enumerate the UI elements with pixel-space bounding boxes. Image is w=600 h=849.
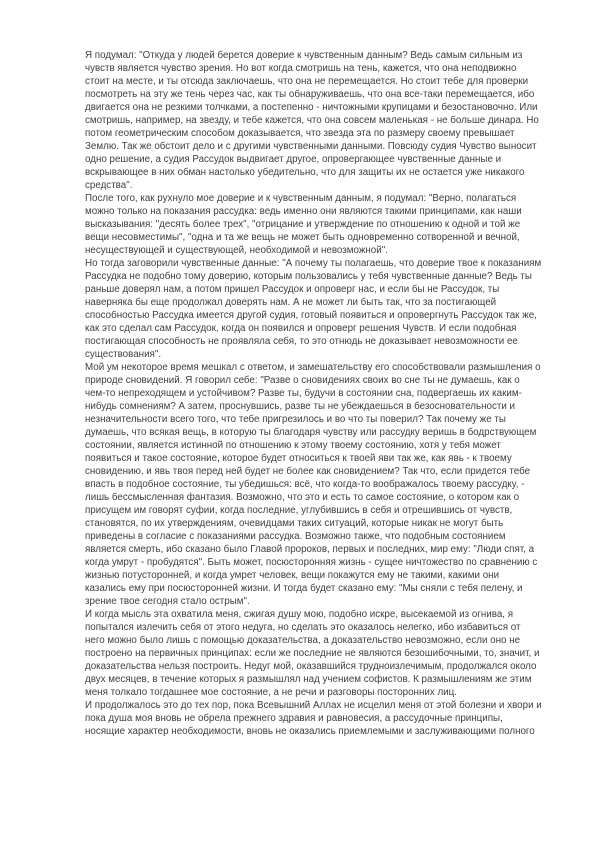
document-text <box>85 49 542 738</box>
paragraph-1: Я подумал: "Откуда у людей берется доверие к чувственным данным? Ведь самым сильным из чувств является чувство зрения. Но вот когда смотришь на тень, кажется, что она неподвижно стоит на месте, и ты отсюда заключаешь, что она не перемещается. Но стоит тебе для проверки посмотреть на эту же тень через час, как ты обнаруживаешь, что она все-таки перемещается, ибо двигается она не резкими толчками, а постепенно - ничтожными крупицами и безостановочно. Или смотришь, например, на звезду, и тебе кажется, что она совсем маленькая - не больше динара. Но потом геометрическим способом доказывается, что звезда эта по размеру своему превышает Землю. Так же обстоит дело и с другими чувственными данными. Повсюду судия Чувство выносит одно решение, а судия Рассудок выдвигает другое, опровергающее чувственные данные и вскрывающее в них обман настолько убедительно, что для защиты их не остается уже никакого средства". <box>85 50 539 191</box>
paragraph-4: Мой ум некоторое время мешкал с ответом, и замешательству его способствовали размышления о природе сновидений. Я говорил себе: "Разве о сновидениях своих во сне ты не думаешь, как о чем-то непреходящем и устойчивом? Разве ты, будучи в состоянии сна, подвергаешь их каким-нибудь сомнениям? А затем, проснувшись, разве ты не убеждаешься в безосновательности и незначительности всего того, что тебе пригрезилось и во что ты поверил? Так почему же ты думаешь, что всякая вещь, в которую ты благодаря чувству или рассудку веришь в бодрствующем состоянии, является истинной по отношению к этому твоему состоянию, хотя у тебя может появиться и такое состояние, которое будет относиться к твоей яви так же, как явь - к твоему сновидению, и явь твоя перед ней будет не более как сновидением? Так что, если придется тебе впасть в подобное состояние, ты убедишься: всё, что когда-то воображалось твоему рассудку, - лишь бессмысленная фантазия. Возможно, что это и есть то самое состояние, о котором как о присущем им говорят суфии, когда последние, углубившись в себя и отрешившись от чувств, становятся, по их утверждениям, очевидцами таких ситуаций, которые никак не могут быть приведены в согласие с показаниями рассудка. Возможно также, что подобным состоянием является смерть, ибо сказано было Главой пророков, первых и последних, мир ему: "Люди спят, а когда умрут - пробудятся". Быть может, посюсторонняя жизнь - сущее ничтожество по сравнению с жизнью потусторонней, и когда умрет человек, вещи покажутся ему не такими, какими они казались ему при посюсторонней жизни. И тогда будет сказано ему: "Мы сняли с тебя пелену, и зрение твое сегодня стало острым". <box>85 362 541 607</box>
paragraph-6: И продолжалось это до тех пор, пока Всевышний Аллах не исцелил меня от этой болезни и хвори и пока душа моя вновь не обрела прежнего здравия и равновесия, а рассудочные принципы, носящие характер необходимости, вновь не оказались приемлемыми и заслуживающими полного <box>85 700 542 737</box>
paragraph-3: Но тогда заговорили чувственные данные: "А почему ты полагаешь, что доверие твое к показаниям Рассудка не подобно тому доверию, которым пользовались у тебя чувственные данные? Ведь ты раньше доверял нам, а потом пришел Рассудок и опроверг нас, и если бы не Рассудок, ты наверняка бы еще продолжал доверять нам. А не может ли быть так, что за постигающей способностью Рассудка имеется другой судия, готовый появиться и опровергнуть Рассудок так же, как это сделал сам Рассудок, когда он появился и опроверг решения Чувств. И если подобная постигающая способность не проявляла себя, то это отнюдь не доказывает невозможности ее существования". <box>85 258 542 360</box>
paragraph-5: И когда мысль эта охватила меня, сжигая душу мою, подобно искре, высекаемой из огнива, я попытался излечить себя от этого недуга, но сделать это оказалось нелегко, ибо избавиться от него можно было лишь с помощью доказательства, а доказательство невозможно, если оно не построено на первичных принципах: если же последние не являются безошибочными, то, значит, и доказательства нельзя построить. Недуг мой, оказавшийся трудноизлечимым, продолжался около двух месяцев, в течение которых я размышлял над учением софистов. К размышлениям же этим меня толкало тогдашнее мое состояние, а не речи и разговоры посторонних лиц. <box>85 609 540 698</box>
paragraph-2: После того, как рухнуло мое доверие и к чувственным данным, я подумал: "Верно, полагаться можно только на показания рассудка: ведь именно они являются такими принципами, как наши высказывания: "десять более трех", "отрицание и утверждение по отношению к одной и той же вещи несовместимы", "одна и та же вещь не может быть одновременно сотворенной и вечной, несуществующей и существующей, необходимой и невозможной". <box>85 193 522 256</box>
